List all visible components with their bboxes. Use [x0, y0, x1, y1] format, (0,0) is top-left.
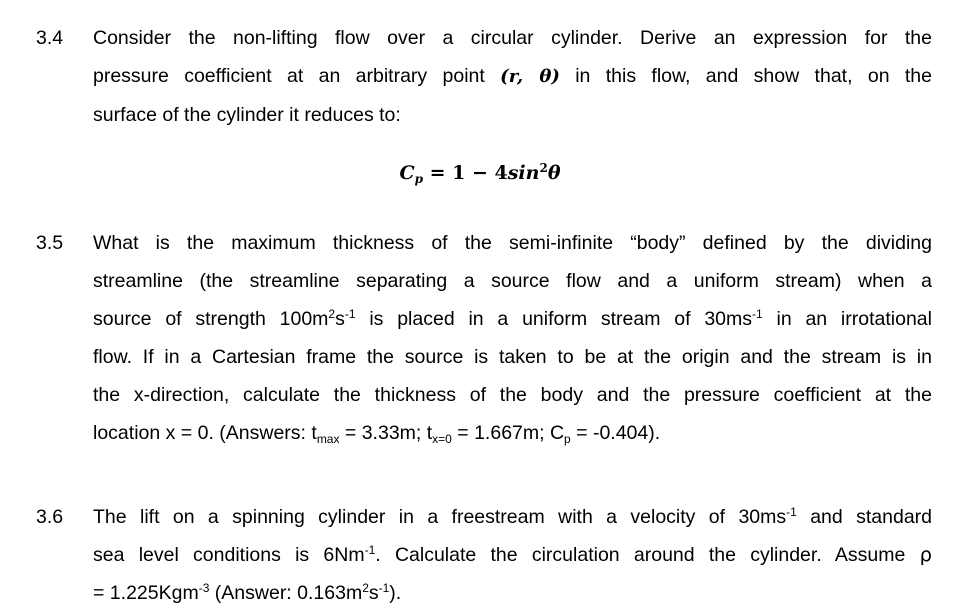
text-line: location x = 0. (Answers: $t_{max} = 3.33m$; $t_{x=0} = 1.667m$; $C_p = -0.404$).	[93, 422, 661, 446]
problem-3-6	[0, 498, 960, 612]
problem-number: 3.5	[36, 232, 64, 254]
text-line: Consider the non-lifting flow over a circular cylinder. Derive an expression for the	[93, 27, 932, 49]
text-line: = 1.225Kgm$^{-3}$ (Answer: $0.163m^2s^{-1}$).	[93, 581, 402, 604]
problem-number: 3.6	[36, 506, 64, 528]
problem-text	[93, 498, 932, 612]
text-line: source of strength $100m^2s^{-1}$ is placed in a uniform stream of $30ms^{-1}$ in an irrotational	[93, 307, 932, 330]
text-line: surface of the cylinder it reduces to:	[93, 104, 401, 126]
text-line: What is the maximum thickness of the semi-infinite “body” defined by the dividing	[93, 232, 932, 254]
pressure-coefficient-equation: $C_p = 1 - 4\sin^2\theta$	[399, 161, 561, 186]
rho-symbol: ρ	[919, 543, 932, 566]
text-line: sea level conditions is $6Nm^{-1}$. Calculate the circulation around the cylinder. Assume ρ	[93, 543, 932, 566]
text-line: flow. If in a Cartesian frame the source is taken to be at the origin and the stream is in	[93, 346, 932, 368]
point-coordinates: (r, θ)	[500, 66, 560, 87]
text-line: pressure coefficient at an arbitrary point (r, θ) in this flow, and show that, on the	[93, 65, 932, 87]
text-line: streamline (the streamline separating a source flow and a uniform stream) when a	[93, 270, 932, 292]
problem-number: 3.4	[36, 27, 64, 49]
problem-3-5	[0, 224, 960, 452]
text-line: The lift on a spinning cylinder in a freestream with a velocity of $30ms^{-1}$ and standard	[93, 505, 932, 528]
text-line: the x-direction, calculate the thickness of the body and the pressure coefficient at the	[93, 384, 932, 406]
problem-text	[93, 19, 932, 134]
problem-text	[93, 224, 932, 452]
problem-3-4	[0, 19, 960, 189]
